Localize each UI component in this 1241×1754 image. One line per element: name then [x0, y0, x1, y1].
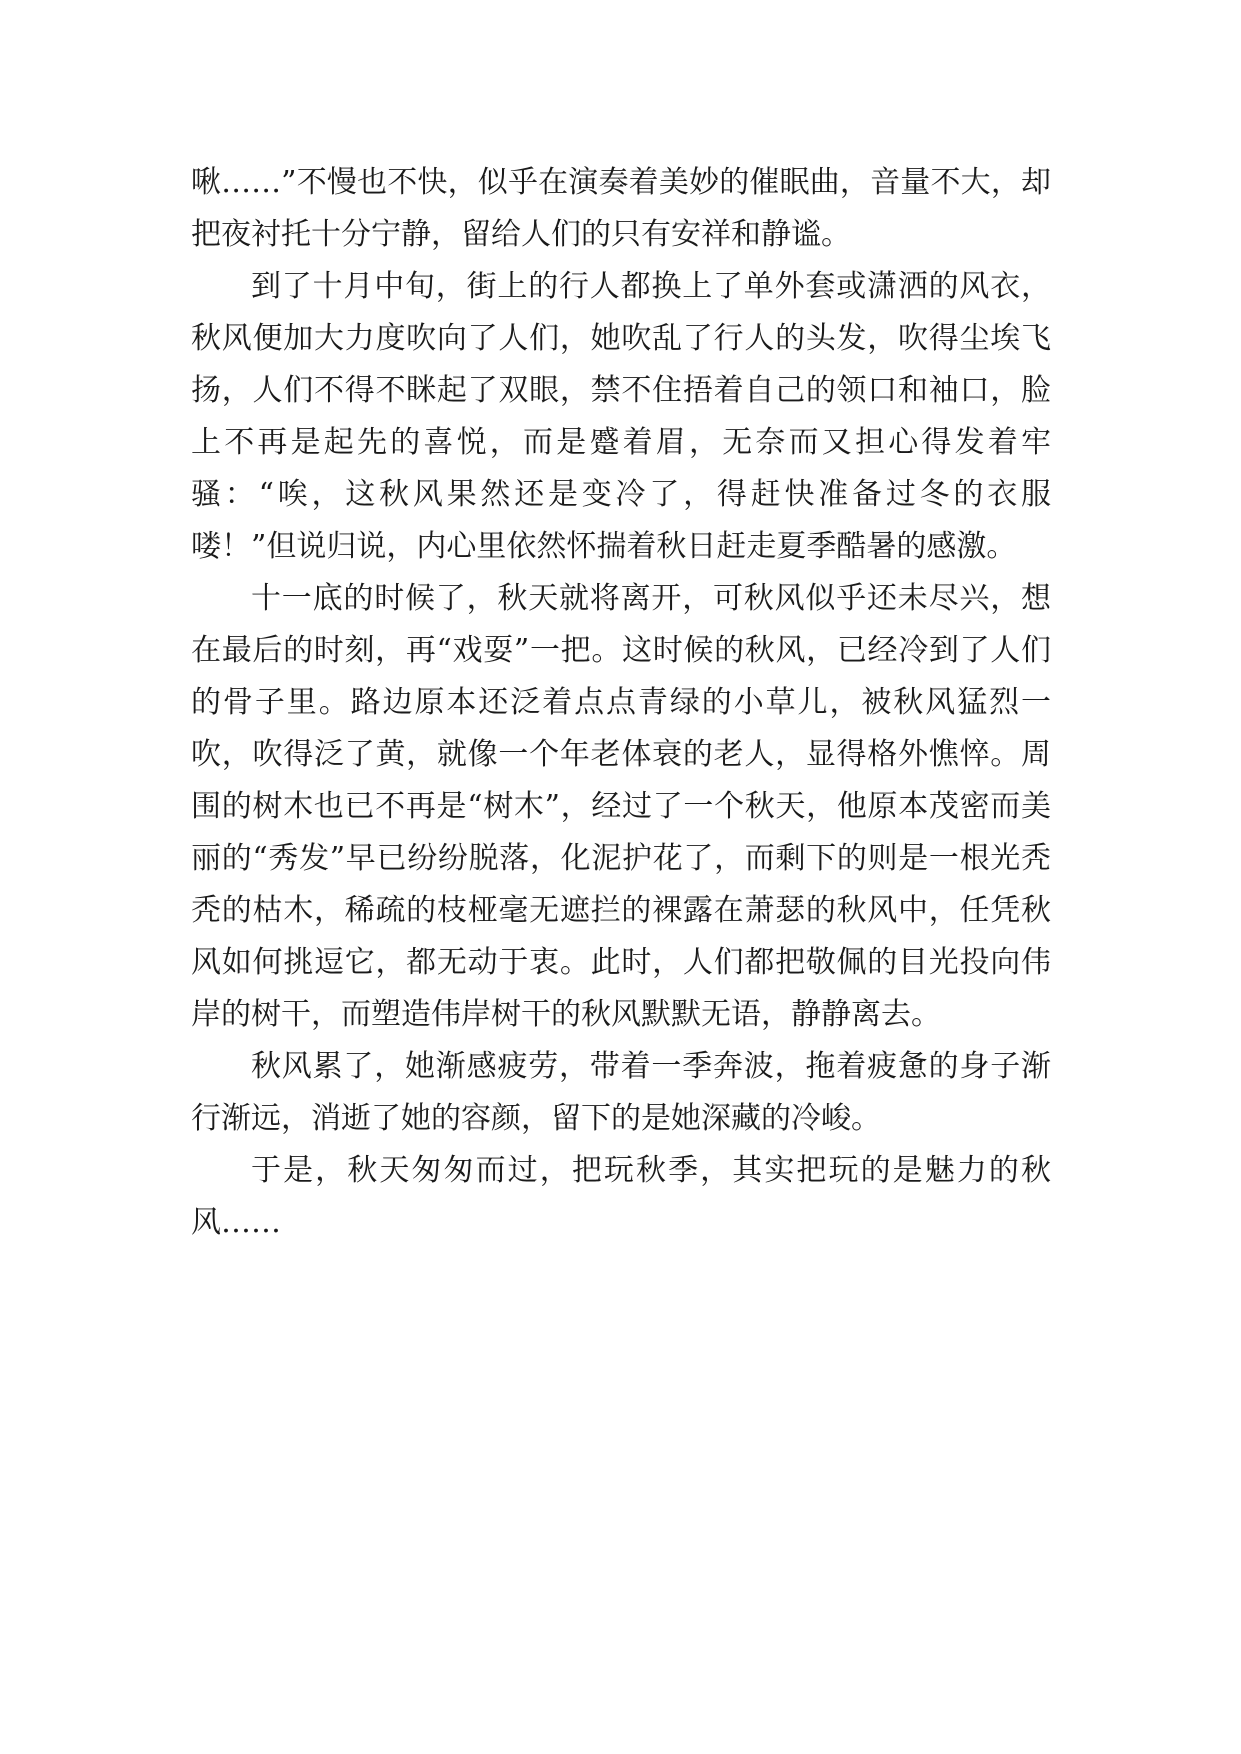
paragraph-continued: 啾……”不慢也不快，似乎在演奏着美妙的催眠曲，音量不大，却把夜衬托十分宁静，留给人们的只有安祥和静谧。 [191, 165, 1051, 252]
paragraph: 秋风累了，她渐感疲劳，带着一季奔波，拖着疲惫的身子渐行渐远，消逝了她的容颜，留下的是她深藏的冷峻。 [191, 1049, 1051, 1136]
paragraph: 于是，秋天匆匆而过，把玩秋季，其实把玩的是魅力的秋风…… [191, 1153, 1051, 1240]
paragraph: 十一底的时候了，秋天就将离开，可秋风似乎还未尽兴，想在最后的时刻，再“戏耍”一把。这时候的秋风，已经冷到了人们的骨子里。路边原本还泛着点点青绿的小草儿，被秋风猛烈一吹，吹得泛了黄，就像一个年老体衰的老人，显得格外憔悴。周围的树木也已不再是“树木”，经过了一个秋天，他原本茂密而美丽的“秀发”早已纷纷脱落，化泥护花了，而剩下的则是一根光秃秃的枯木，稀疏的枝桠毫无遮拦的裸露在萧瑟的秋风中，任凭秋风如何挑逗它，都无动于衷。此时，人们都把敬佩的目光投向伟岸的树干，而塑造伟岸树干的秋风默默无语，静静离去。 [191, 581, 1051, 1032]
document-body [191, 157, 1051, 1249]
paragraph: 到了十月中旬，街上的行人都换上了单外套或潇洒的风衣，秋风便加大力度吹向了人们，她吹乱了行人的头发，吹得尘埃飞扬，人们不得不眯起了双眼，禁不住捂着自己的领口和袖口，脸上不再是起先的喜悦，而是蹙着眉，无奈而又担心得发着牢骚：“唉，这秋风果然还是变冷了，得赶快准备过冬的衣服喽！”但说归说，内心里依然怀揣着秋日赶走夏季酷暑的感激。 [191, 269, 1051, 564]
